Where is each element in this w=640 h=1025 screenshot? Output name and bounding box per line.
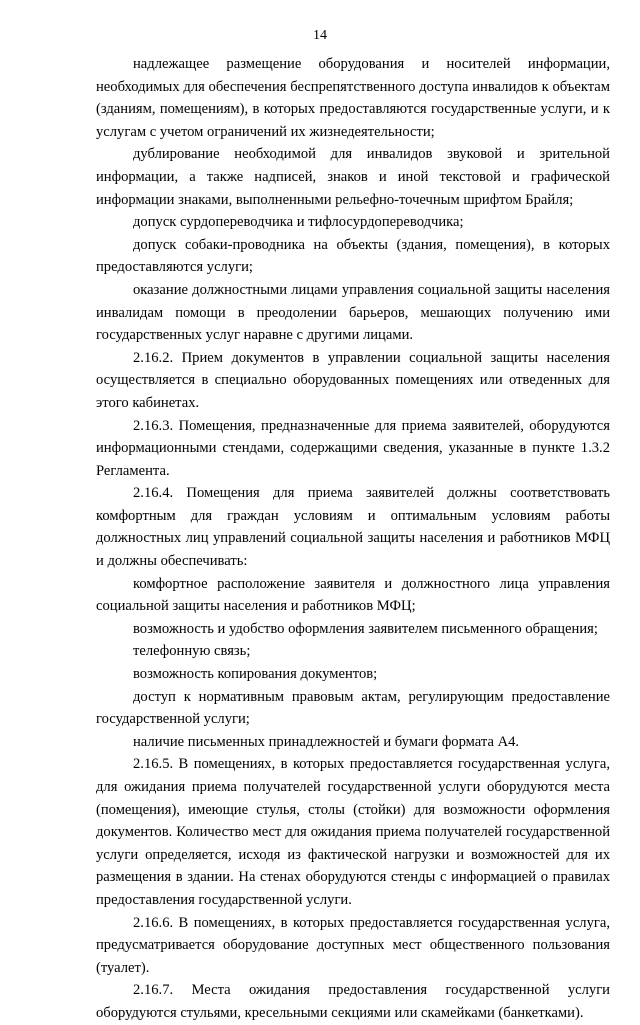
page-number: 14 (313, 28, 327, 43)
paragraph: 2.16.7. Места ожидания предоставления государственной услуги оборудуются стульями, кресельными секциями или скамейками (банкетками). (96, 982, 610, 1021)
paragraph: доступ к нормативным правовым актам, регулирующим предоставление государственной услуги; (96, 688, 610, 728)
paragraph: дублирование необходимой для инвалидов звуковой и зрительной информации, а также надписей, знаков и иной текстовой и графической информации знаками, выполненными рельефно-точечным шрифтом Брайля; (96, 146, 610, 208)
paragraph: допуск сурдопереводчика и тифлосурдопереводчика; (133, 214, 464, 231)
document-body (96, 53, 610, 1025)
paragraph: телефонную связь; (133, 643, 251, 660)
paragraph: надлежащее размещение оборудования и носителей информации, необходимых для обеспечения беспрепятственного доступа инвалидов к объектам (зданиям, помещениям), в которых предоставляются государственные услуги, и к услугам с учетом ограничений их жизнедеятельности; (96, 56, 610, 140)
paragraph: допуск собаки-проводника на объекты (здания, помещения), в которых предоставляются услуги; (96, 236, 610, 276)
paragraph: оказание должностными лицами управления социальной защиты населения инвалидам помощи в преодолении барьеров, мешающих получению ими государственных услуг наравне с другими лицами. (96, 281, 610, 344)
paragraph: 2.16.5. В помещениях, в которых предоставляется государственная услуга, для ожидания приема получателей государственной услуги оборудуются места (помещения), имеющие стулья, столы (стойки) для возможности оформления документов. Количество мест для ожидания приема получателей государственной услуги определяется, исходя из фактической нагрузки и возможностей для их размещения в здании. На стенах оборудуются стенды с информацией о правилах предоставления государственной услуги. (96, 756, 610, 908)
paragraph: возможность и удобство оформления заявителем письменного обращения; (133, 620, 598, 637)
paragraph: 2.16.3. Помещения, предназначенные для приема заявителей, оборудуются информационными стендами, содержащими сведения, указанные в пункте 1.3.2 Регламента. (96, 417, 610, 479)
paragraph: комфортное расположение заявителя и должностного лица управления социальной защиты населения и работников МФЦ; (96, 575, 610, 615)
paragraph: возможность копирования документов; (133, 666, 378, 683)
paragraph: 2.16.2. Прием документов в управлении социальной защиты населения осуществляется в специально оборудованных помещениях или отведенных для этого кабинетах. (96, 349, 610, 411)
paragraph: наличие письменных принадлежностей и бумаги формата А4. (133, 733, 520, 750)
paragraph: 2.16.6. В помещениях, в которых предоставляется государственная услуга, предусматривается оборудование доступных мест общественного пользования (туалет). (96, 914, 610, 976)
paragraph: 2.16.4. Помещения для приема заявителей должны соответствовать комфортным для граждан условиям и оптимальным условиям работы должностных лиц управлений социальной защиты населения и работников МФЦ и должны обеспечивать: (96, 485, 610, 570)
